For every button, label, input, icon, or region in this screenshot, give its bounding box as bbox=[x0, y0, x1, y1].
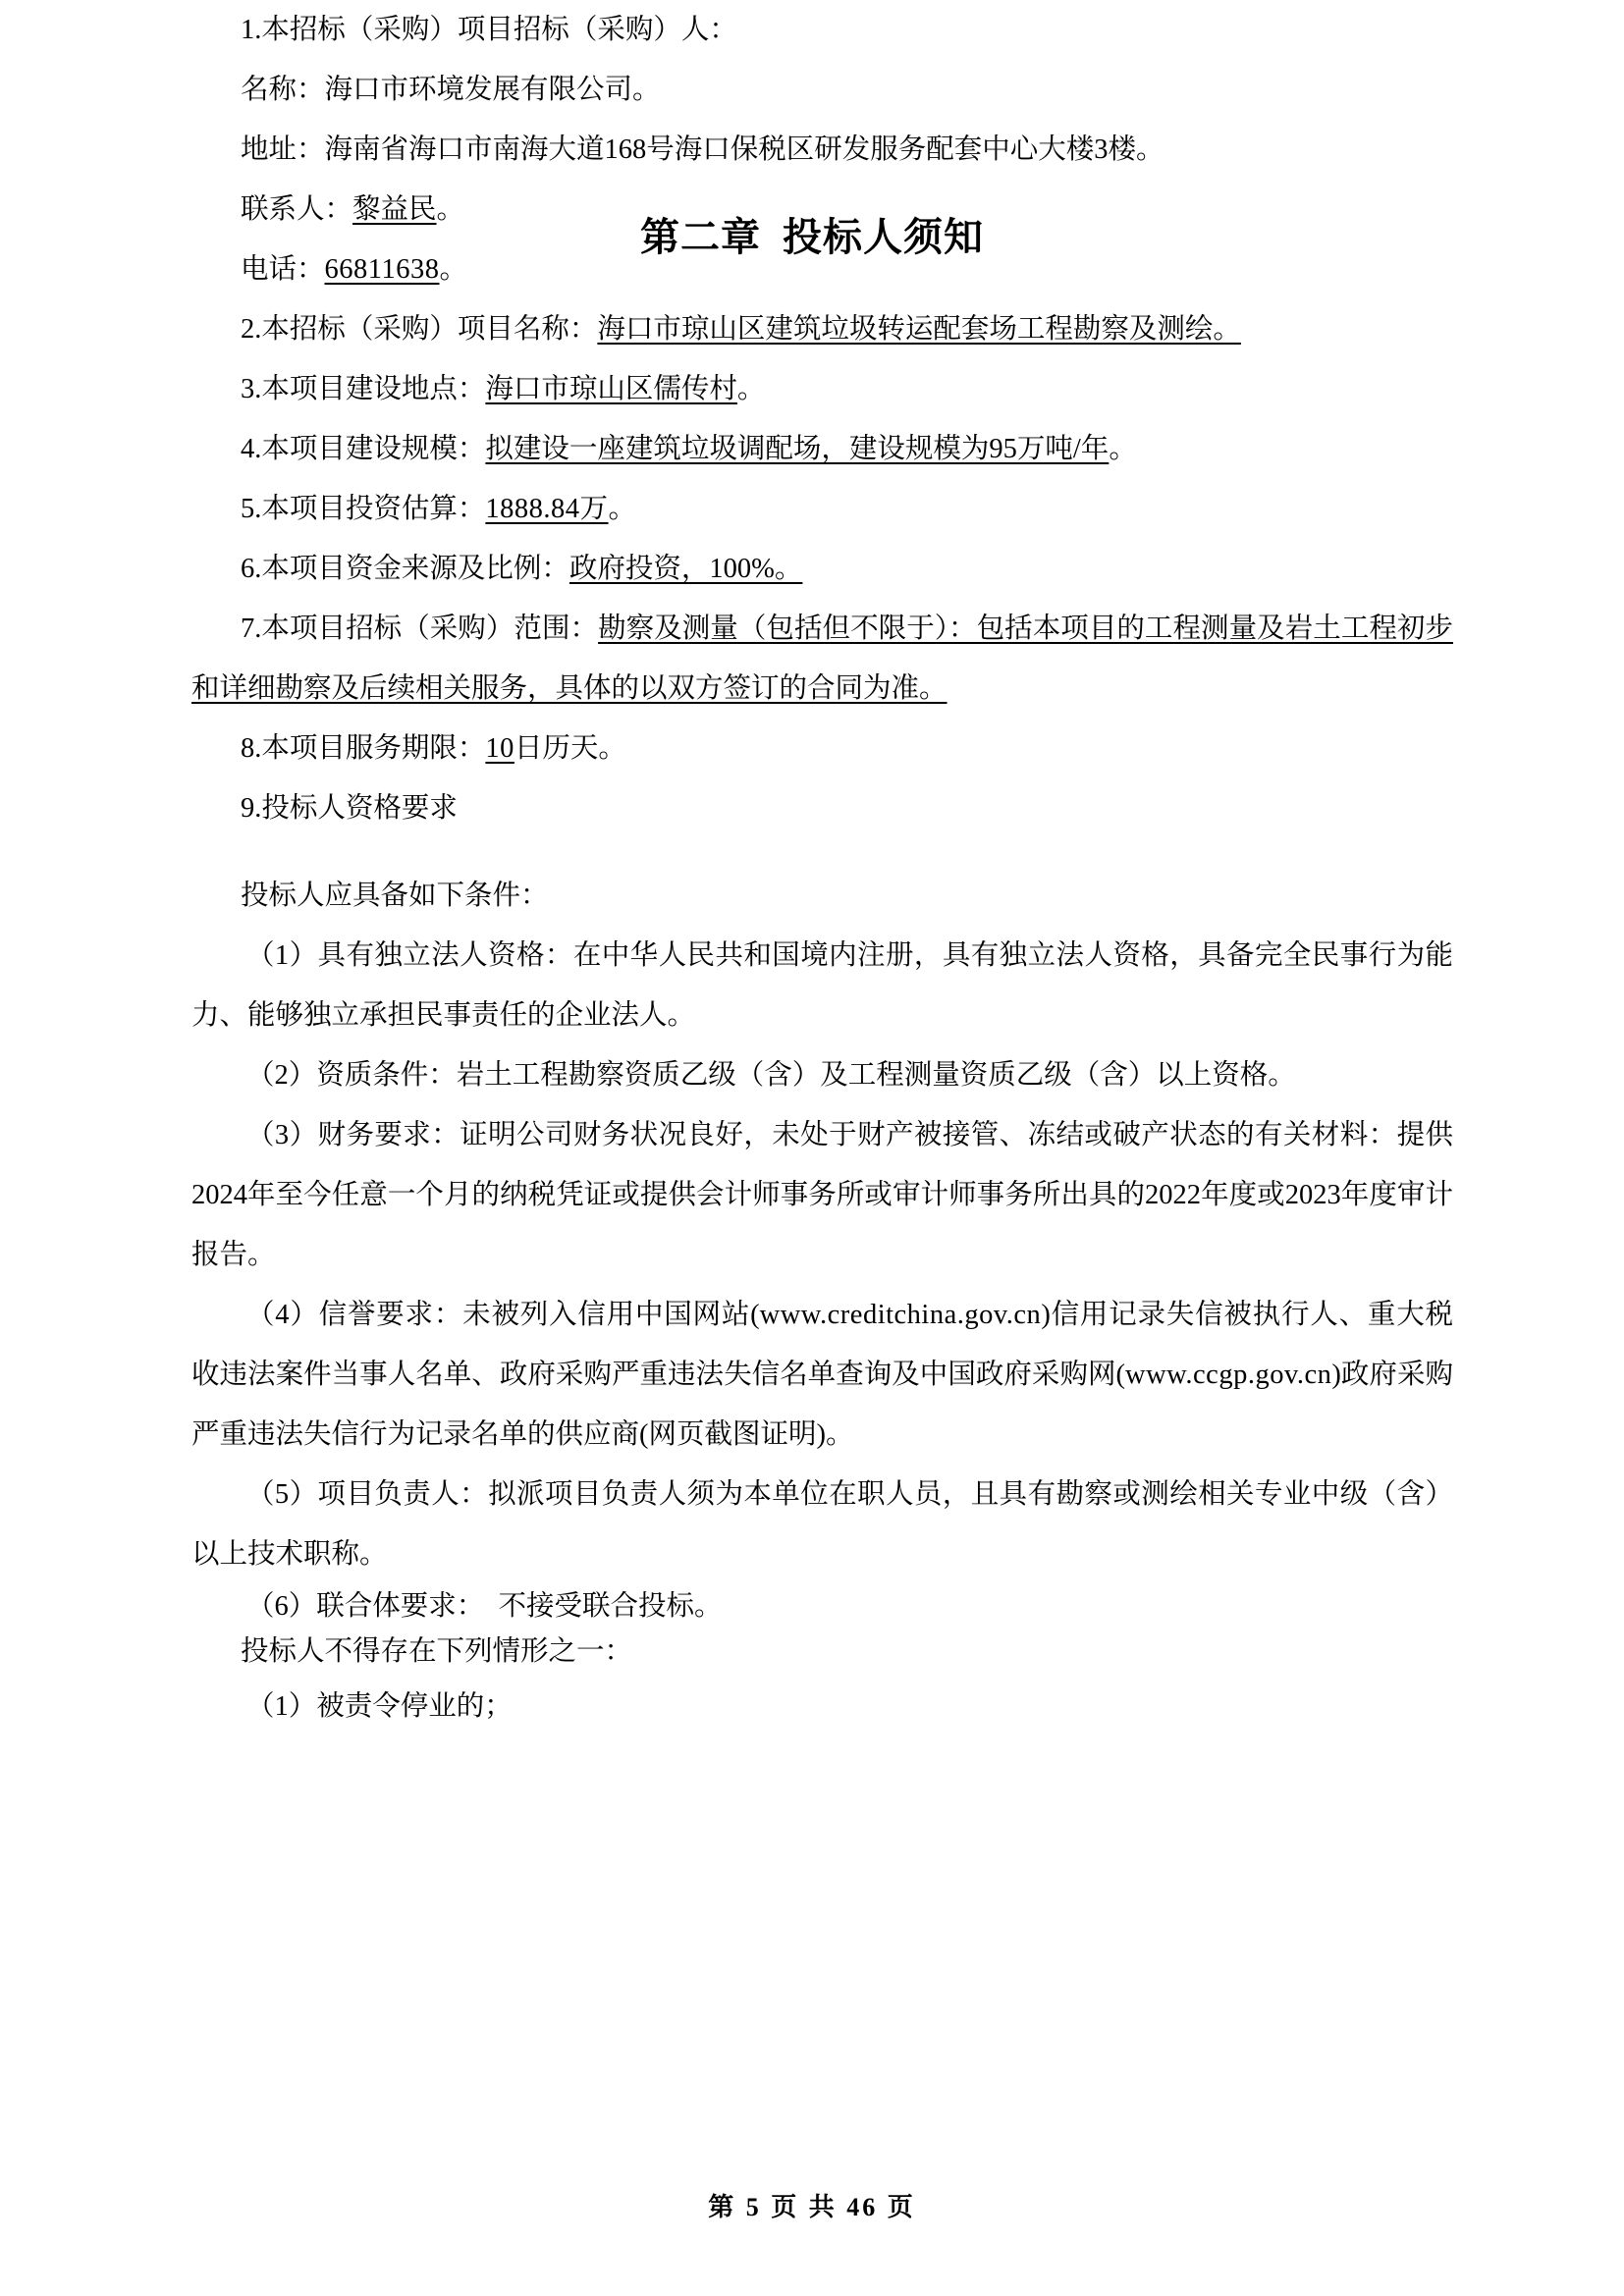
clause-2-project-name bbox=[191, 299, 1453, 359]
prohibited-item-1: （1）被责令停业的； bbox=[246, 1691, 513, 1722]
clause-9-intro: 投标人应具备如下条件： bbox=[241, 881, 549, 911]
purchaser-address-label: 地址： bbox=[241, 134, 325, 165]
clause-5-investment bbox=[191, 479, 1453, 539]
clause-6-funding bbox=[191, 539, 1453, 599]
clause-7-value: 勘察及测量（包括但不限于）：包括本项目的工程测量及岩土工程初步和详细勘察及后续相关服务，具体的以双方签订的合同为准。 bbox=[191, 614, 1453, 704]
clause-6-value: 政府投资，100%。 bbox=[568, 554, 803, 584]
clause-4-label: 4.本项目建设规模： bbox=[241, 434, 486, 464]
qualification-4-text-b: )信用记录失信被执行人、重大税收违法案件当事人名单、政府采购严重违法失信名单查询及中国政府采购网( bbox=[191, 1300, 1453, 1390]
document-body bbox=[191, 0, 1453, 1730]
purchaser-phone-line bbox=[191, 240, 1453, 299]
clause-3-value: 海口市琼山区儒传村 bbox=[485, 374, 737, 404]
clause-4-scale bbox=[191, 419, 1453, 479]
clause-8-duration bbox=[191, 719, 1453, 778]
purchaser-phone-end: 。 bbox=[439, 254, 467, 285]
purchaser-phone-value: 66811638 bbox=[324, 254, 440, 285]
clause-2-label: 2.本招标（采购）项目名称： bbox=[241, 314, 598, 345]
ccgp-url: www.ccgp.gov.cn bbox=[1125, 1360, 1332, 1390]
clause-6-label: 6.本项目资金来源及比例： bbox=[241, 554, 569, 584]
qualification-1-label: （1）具有独立法人资格： bbox=[246, 940, 573, 971]
clause-7-label: 7.本项目招标（采购）范围： bbox=[241, 614, 599, 644]
qualification-3-text: 证明公司财务状况良好，未处于财产被接管、冻结或破产状态的有关材料：提供2024年至今任意一个月的纳税凭证或提供会计师事务所或审计师事务所出具的2022年度或2023年度审计报告。 bbox=[191, 1120, 1453, 1270]
qualification-4-text-c: )政府采购严重违法失信行为记录名单的供应商(网页截图证明)。 bbox=[191, 1360, 1453, 1450]
clause-5-value: 1888.84万 bbox=[485, 494, 609, 524]
qualification-1-text: 在中华人民共和国境内注册，具有独立法人资格，具备完全民事行为能力、能够独立承担民事责任的企业法人。 bbox=[191, 940, 1453, 1031]
clause-7-scope bbox=[191, 599, 1453, 719]
purchaser-contact-value: 黎益民 bbox=[352, 194, 437, 225]
purchaser-name-label: 名称： bbox=[241, 75, 325, 105]
clause-3-label: 3.本项目建设地点： bbox=[241, 374, 486, 404]
clause-5-end: 。 bbox=[608, 494, 637, 524]
purchaser-name-value: 海口市环境发展有限公司。 bbox=[324, 75, 661, 105]
qualification-5-label: （5）项目负责人： bbox=[246, 1479, 489, 1510]
clause-5-label: 5.本项目投资估算： bbox=[241, 494, 486, 524]
qualification-item-3 bbox=[191, 1105, 1453, 1285]
prohibited-gap bbox=[191, 1675, 1453, 1684]
qualification-2-label: （2）资质条件： bbox=[246, 1060, 457, 1091]
clause-8-value: 10 bbox=[485, 733, 514, 764]
qualification-6-label: （6）联合体要求： bbox=[246, 1591, 471, 1622]
qualification-3-label: （3）财务要求： bbox=[246, 1120, 460, 1150]
qualification-item-2 bbox=[191, 1045, 1453, 1105]
purchaser-contact-line bbox=[191, 180, 1453, 240]
clause-3-site bbox=[191, 359, 1453, 419]
purchaser-name-line bbox=[191, 60, 1453, 120]
purchaser-contact-label: 联系人： bbox=[241, 194, 353, 225]
qualification-item-5 bbox=[191, 1465, 1453, 1584]
prohibited-intro: 投标人不得存在下列情形之一： bbox=[241, 1636, 633, 1667]
clause-2-value: 海口市琼山区建筑垃圾转运配套场工程勘察及测绘。 bbox=[597, 314, 1241, 345]
clause-8-end: 日历天。 bbox=[514, 733, 626, 764]
clause-3-end: 。 bbox=[736, 374, 766, 404]
purchaser-phone-label: 电话： bbox=[241, 254, 325, 285]
purchaser-contact-end: 。 bbox=[436, 194, 465, 225]
qualification-item-6 bbox=[191, 1584, 1453, 1629]
purchaser-address-line bbox=[191, 120, 1453, 180]
clause-1-heading: 1.本招标（采购）项目招标（采购）人： bbox=[241, 15, 737, 45]
qualification-5-text: 拟派项目负责人须为本单位在职人员，且具有勘察或测绘相关专业中级（含）以上技术职称。 bbox=[191, 1479, 1453, 1570]
qualification-4-text-a: 未被列入信用中国网站( bbox=[462, 1300, 760, 1330]
clause-8-label: 8.本项目服务期限： bbox=[241, 733, 486, 764]
page-footer: 第 5 页 共 46 页 bbox=[708, 2193, 916, 2221]
page-title: 第二章 投标人须知 bbox=[640, 215, 984, 259]
clause-9-heading: 9.投标人资格要求 bbox=[241, 793, 458, 824]
qualification-2-text: 岩土工程勘察资质乙级（含）及工程测量资质乙级（含）以上资格。 bbox=[456, 1060, 1296, 1091]
qualification-4-label: （4）信誉要求： bbox=[246, 1300, 463, 1330]
clause-4-end: 。 bbox=[1109, 434, 1137, 464]
clause-4-value: 拟建设一座建筑垃圾调配场，建设规模为95万吨/年 bbox=[485, 434, 1110, 464]
qualification-item-4 bbox=[191, 1285, 1453, 1465]
creditchina-url: www.creditchina.gov.cn bbox=[759, 1300, 1042, 1330]
clause-9-gap bbox=[191, 838, 1453, 866]
purchaser-address-value: 海南省海口市南海大道168号海口保税区研发服务配套中心大楼3楼。 bbox=[324, 134, 1164, 165]
qualification-6-text: 不接受联合投标。 bbox=[470, 1591, 723, 1622]
qualification-item-1 bbox=[191, 926, 1453, 1045]
